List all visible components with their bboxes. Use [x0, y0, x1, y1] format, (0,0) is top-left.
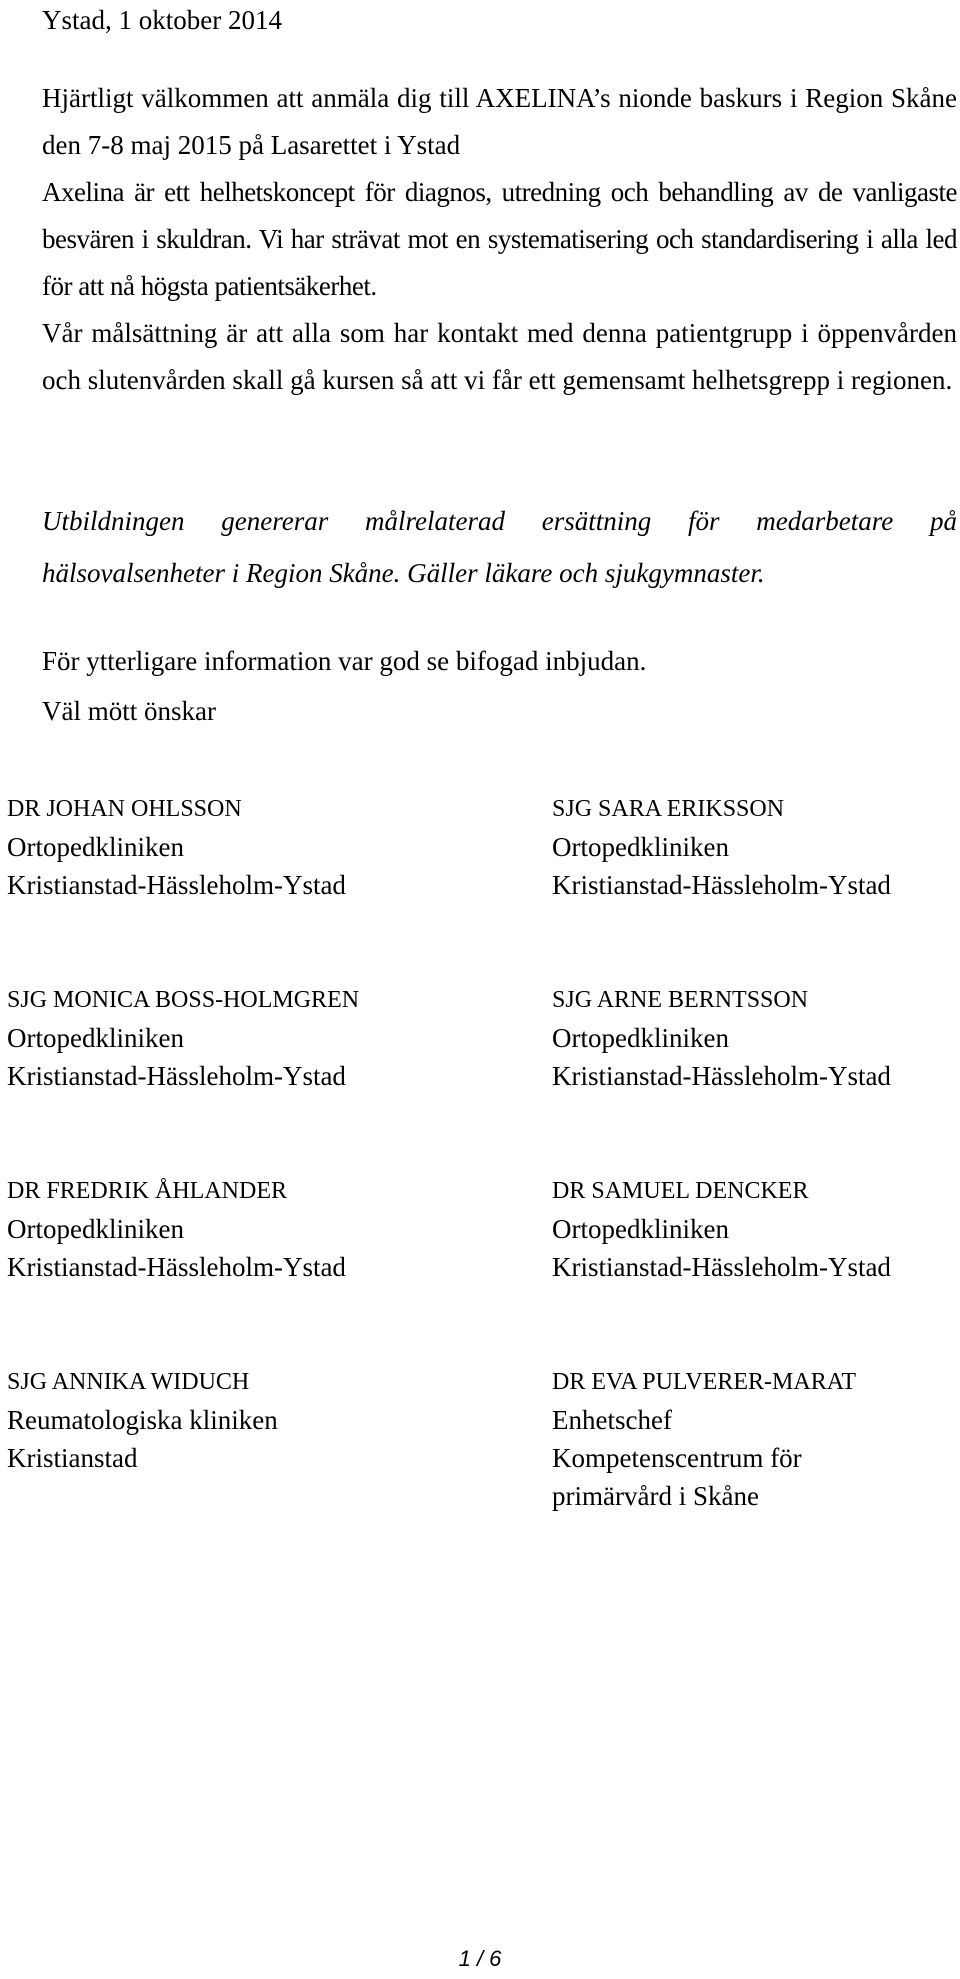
- signature-row: [7, 1172, 957, 1363]
- signer-department: Ortopedkliniken: [552, 1214, 729, 1244]
- signer-department: Ortopedkliniken: [7, 832, 184, 862]
- reimbursement-note: Utbildningen genererar målrelaterad ersättning för medarbetare på hälsovalsenheter i Region Skåne. Gäller läkare och sjukgymnaster.: [42, 506, 957, 588]
- signature-block: [7, 981, 552, 1172]
- signer-name: DR FREDRIK ÅHLANDER: [7, 1178, 288, 1204]
- signer-department: Reumatologiska kliniken: [7, 1405, 278, 1435]
- signer-name: DR JOHAN OHLSSON: [7, 796, 242, 822]
- signer-name: DR SAMUEL DENCKER: [552, 1178, 809, 1204]
- signature-block: [552, 790, 952, 981]
- signer-location: Kristianstad-Hässleholm-Ystad: [7, 1252, 346, 1282]
- paragraph-goal: Vår målsättning är att alla som har kontakt med denna patientgrupp i öppenvården och slutenvården skall gå kursen så att vi får ett gemensamt helhetsgrepp i regionen.: [42, 318, 957, 395]
- signer-department: Ortopedkliniken: [7, 1214, 184, 1244]
- signature-block: [7, 790, 552, 981]
- signature-block: [552, 1363, 952, 1554]
- signer-name: SJG MONICA BOSS-HOLMGREN: [7, 987, 360, 1013]
- signature-block: [552, 1172, 952, 1363]
- signer-name: DR EVA PULVERER-MARAT: [552, 1369, 857, 1395]
- signer-title: Enhetschef: [552, 1405, 672, 1435]
- signature-grid: [7, 790, 957, 1554]
- signature-row: [7, 790, 957, 981]
- paragraph-welcome: Hjärtligt välkommen att anmäla dig till AXELINA’s nionde baskurs i Region Skåne den 7-8 maj 2015 på Lasarettet i Ystad: [42, 83, 957, 160]
- signer-department: Ortopedkliniken: [552, 832, 729, 862]
- signer-location: Kristianstad-Hässleholm-Ystad: [552, 1061, 891, 1091]
- signature-block: [552, 981, 952, 1172]
- signer-location: Kristianstad-Hässleholm-Ystad: [552, 1252, 891, 1282]
- signer-location: Kristianstad-Hässleholm-Ystad: [7, 870, 346, 900]
- paragraph-concept: Axelina är ett helhetskoncept för diagnos, utredning och behandling av de vanligaste besvären i skuldran. Vi har strävat mot en systematisering och standardisering i alla led för att nå högsta patientsäkerhet.: [42, 177, 957, 301]
- signer-name: SJG ANNIKA WIDUCH: [7, 1369, 250, 1395]
- info-line: För ytterligare information var god se bifogad inbjudan.: [42, 646, 647, 676]
- signer-department: Ortopedkliniken: [552, 1023, 729, 1053]
- info-block: [42, 636, 646, 736]
- signer-name: SJG ARNE BERNTSSON: [552, 987, 809, 1013]
- signer-location: Kristianstad-Hässleholm-Ystad: [7, 1061, 346, 1091]
- signer-organization-cont: primärvård i Skåne: [552, 1481, 759, 1511]
- signature-block: [7, 1172, 552, 1363]
- signature-row: [7, 981, 957, 1172]
- signer-department: Ortopedkliniken: [7, 1023, 184, 1053]
- signer-location: Kristianstad: [7, 1443, 138, 1473]
- signer-organization: Kompetenscentrum för: [552, 1443, 802, 1473]
- intro-text: [42, 75, 957, 404]
- page-number: 1 / 6: [458, 1946, 502, 1971]
- signature-block: [7, 1363, 552, 1554]
- signer-location: Kristianstad-Hässleholm-Ystad: [552, 870, 891, 900]
- date-line: Ystad, 1 oktober 2014: [42, 5, 282, 35]
- signer-name: SJG SARA ERIKSSON: [552, 796, 785, 822]
- signature-row: [7, 1363, 957, 1554]
- closing-line: Väl mött önskar: [42, 696, 216, 726]
